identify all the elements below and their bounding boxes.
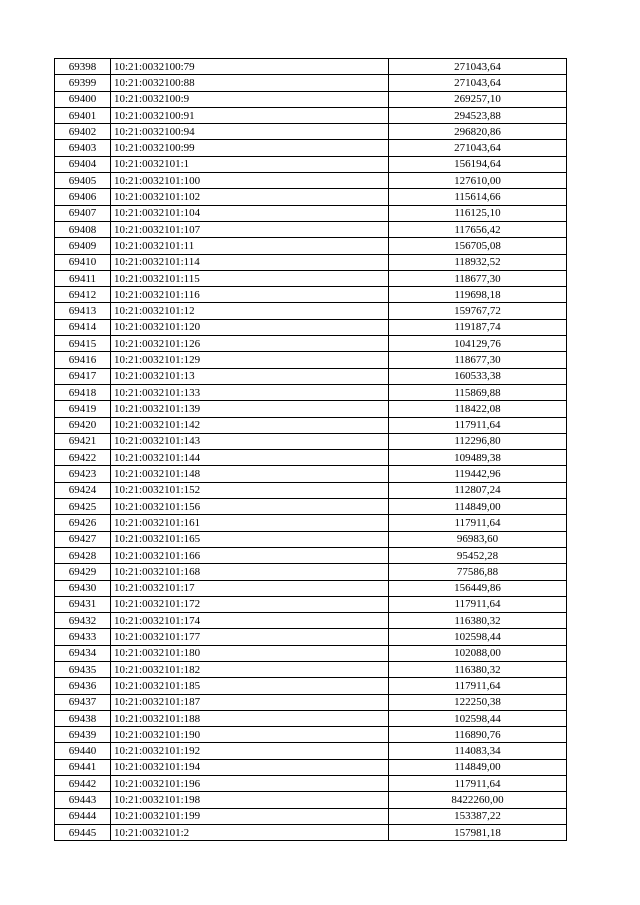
row-number-cell: 69438	[55, 710, 111, 726]
cadastral-number-cell: 10:21:0032101:102	[111, 189, 389, 205]
cadastral-number-cell: 10:21:0032101:196	[111, 776, 389, 792]
value-cell: 8422260,00	[389, 792, 567, 808]
cadastral-number-cell: 10:21:0032101:142	[111, 417, 389, 433]
value-cell: 96983,60	[389, 531, 567, 547]
value-cell: 116380,32	[389, 613, 567, 629]
row-number-cell: 69424	[55, 482, 111, 498]
table-row	[55, 694, 567, 710]
value-cell: 114849,00	[389, 499, 567, 515]
row-number-cell: 69403	[55, 140, 111, 156]
value-cell: 118422,08	[389, 401, 567, 417]
cadastral-number-cell: 10:21:0032101:126	[111, 336, 389, 352]
table-row	[55, 824, 567, 840]
value-cell: 269257,10	[389, 91, 567, 107]
cadastral-number-cell: 10:21:0032100:91	[111, 107, 389, 123]
table-row	[55, 238, 567, 254]
row-number-cell: 69437	[55, 694, 111, 710]
value-cell: 104129,76	[389, 336, 567, 352]
row-number-cell: 69400	[55, 91, 111, 107]
value-cell: 118677,30	[389, 352, 567, 368]
value-cell: 115614,66	[389, 189, 567, 205]
table-row	[55, 107, 567, 123]
table-row	[55, 450, 567, 466]
row-number-cell: 69410	[55, 254, 111, 270]
row-number-cell: 69418	[55, 384, 111, 400]
row-number-cell: 69428	[55, 547, 111, 563]
row-number-cell: 69439	[55, 727, 111, 743]
row-number-cell: 69434	[55, 645, 111, 661]
cadastral-number-cell: 10:21:0032101:116	[111, 287, 389, 303]
cadastral-number-cell: 10:21:0032100:99	[111, 140, 389, 156]
value-cell: 156449,86	[389, 580, 567, 596]
row-number-cell: 69405	[55, 173, 111, 189]
value-cell: 294523,88	[389, 107, 567, 123]
table-row	[55, 173, 567, 189]
value-cell: 102598,44	[389, 710, 567, 726]
table-row	[55, 319, 567, 335]
table-row	[55, 727, 567, 743]
value-cell: 160533,38	[389, 368, 567, 384]
row-number-cell: 69440	[55, 743, 111, 759]
cadastral-number-cell: 10:21:0032101:190	[111, 727, 389, 743]
cadastral-number-cell: 10:21:0032100:79	[111, 59, 389, 75]
table-row	[55, 384, 567, 400]
table-row	[55, 515, 567, 531]
cadastral-number-cell: 10:21:0032100:94	[111, 124, 389, 140]
cadastral-number-cell: 10:21:0032101:172	[111, 596, 389, 612]
cadastral-number-cell: 10:21:0032100:9	[111, 91, 389, 107]
value-cell: 117911,64	[389, 776, 567, 792]
row-number-cell: 69426	[55, 515, 111, 531]
row-number-cell: 69416	[55, 352, 111, 368]
value-cell: 156705,08	[389, 238, 567, 254]
table-row	[55, 613, 567, 629]
row-number-cell: 69412	[55, 287, 111, 303]
table-row	[55, 205, 567, 221]
table-row	[55, 221, 567, 237]
table-row	[55, 743, 567, 759]
row-number-cell: 69431	[55, 596, 111, 612]
value-cell: 117911,64	[389, 678, 567, 694]
cadastral-number-cell: 10:21:0032100:88	[111, 75, 389, 91]
table-row	[55, 661, 567, 677]
table-row	[55, 808, 567, 824]
cadastral-value-table	[54, 58, 567, 841]
value-cell: 157981,18	[389, 824, 567, 840]
value-cell: 117656,42	[389, 221, 567, 237]
table-row	[55, 596, 567, 612]
table-row	[55, 792, 567, 808]
row-number-cell: 69408	[55, 221, 111, 237]
value-cell: 95452,28	[389, 547, 567, 563]
cadastral-number-cell: 10:21:0032101:168	[111, 564, 389, 580]
value-cell: 159767,72	[389, 303, 567, 319]
value-cell: 117911,64	[389, 417, 567, 433]
table-row	[55, 270, 567, 286]
cadastral-number-cell: 10:21:0032101:192	[111, 743, 389, 759]
row-number-cell: 69423	[55, 466, 111, 482]
value-cell: 112296,80	[389, 433, 567, 449]
row-number-cell: 69399	[55, 75, 111, 91]
row-number-cell: 69442	[55, 776, 111, 792]
cadastral-number-cell: 10:21:0032101:144	[111, 450, 389, 466]
table-row	[55, 352, 567, 368]
row-number-cell: 69432	[55, 613, 111, 629]
row-number-cell: 69407	[55, 205, 111, 221]
value-cell: 127610,00	[389, 173, 567, 189]
table-row	[55, 499, 567, 515]
value-cell: 119442,96	[389, 466, 567, 482]
cadastral-number-cell: 10:21:0032101:12	[111, 303, 389, 319]
value-cell: 153387,22	[389, 808, 567, 824]
cadastral-number-cell: 10:21:0032101:187	[111, 694, 389, 710]
cadastral-number-cell: 10:21:0032101:100	[111, 173, 389, 189]
table-row	[55, 254, 567, 270]
cadastral-number-cell: 10:21:0032101:177	[111, 629, 389, 645]
table-row	[55, 645, 567, 661]
cadastral-number-cell: 10:21:0032101:120	[111, 319, 389, 335]
table-row	[55, 417, 567, 433]
value-cell: 118677,30	[389, 270, 567, 286]
value-cell: 271043,64	[389, 140, 567, 156]
row-number-cell: 69433	[55, 629, 111, 645]
table-row	[55, 482, 567, 498]
row-number-cell: 69425	[55, 499, 111, 515]
cadastral-number-cell: 10:21:0032101:198	[111, 792, 389, 808]
value-cell: 271043,64	[389, 59, 567, 75]
cadastral-number-cell: 10:21:0032101:174	[111, 613, 389, 629]
row-number-cell: 69406	[55, 189, 111, 205]
value-cell: 109489,38	[389, 450, 567, 466]
cadastral-number-cell: 10:21:0032101:1	[111, 156, 389, 172]
value-cell: 117911,64	[389, 596, 567, 612]
cadastral-number-cell: 10:21:0032101:161	[111, 515, 389, 531]
value-cell: 296820,86	[389, 124, 567, 140]
table-row	[55, 303, 567, 319]
table-row	[55, 156, 567, 172]
value-cell: 114083,34	[389, 743, 567, 759]
value-cell: 271043,64	[389, 75, 567, 91]
cadastral-number-cell: 10:21:0032101:139	[111, 401, 389, 417]
cadastral-number-cell: 10:21:0032101:114	[111, 254, 389, 270]
value-cell: 118932,52	[389, 254, 567, 270]
table-row	[55, 287, 567, 303]
value-cell: 122250,38	[389, 694, 567, 710]
table-row	[55, 710, 567, 726]
table-row	[55, 189, 567, 205]
value-cell: 102598,44	[389, 629, 567, 645]
table-row	[55, 336, 567, 352]
cadastral-number-cell: 10:21:0032101:17	[111, 580, 389, 596]
table-row	[55, 580, 567, 596]
table-row	[55, 531, 567, 547]
row-number-cell: 69444	[55, 808, 111, 824]
row-number-cell: 69411	[55, 270, 111, 286]
cadastral-number-cell: 10:21:0032101:188	[111, 710, 389, 726]
table-row	[55, 75, 567, 91]
cadastral-number-cell: 10:21:0032101:156	[111, 499, 389, 515]
cadastral-number-cell: 10:21:0032101:129	[111, 352, 389, 368]
row-number-cell: 69414	[55, 319, 111, 335]
table-row	[55, 124, 567, 140]
cadastral-number-cell: 10:21:0032101:115	[111, 270, 389, 286]
cadastral-number-cell: 10:21:0032101:185	[111, 678, 389, 694]
cadastral-number-cell: 10:21:0032101:165	[111, 531, 389, 547]
value-cell: 77586,88	[389, 564, 567, 580]
row-number-cell: 69402	[55, 124, 111, 140]
value-cell: 156194,64	[389, 156, 567, 172]
row-number-cell: 69409	[55, 238, 111, 254]
value-cell: 117911,64	[389, 515, 567, 531]
row-number-cell: 69401	[55, 107, 111, 123]
cadastral-number-cell: 10:21:0032101:133	[111, 384, 389, 400]
table-row	[55, 140, 567, 156]
cadastral-number-cell: 10:21:0032101:107	[111, 221, 389, 237]
row-number-cell: 69429	[55, 564, 111, 580]
table-row	[55, 91, 567, 107]
row-number-cell: 69441	[55, 759, 111, 775]
row-number-cell: 69420	[55, 417, 111, 433]
row-number-cell: 69404	[55, 156, 111, 172]
row-number-cell: 69427	[55, 531, 111, 547]
value-cell: 116125,10	[389, 205, 567, 221]
cadastral-number-cell: 10:21:0032101:11	[111, 238, 389, 254]
row-number-cell: 69417	[55, 368, 111, 384]
cadastral-number-cell: 10:21:0032101:199	[111, 808, 389, 824]
row-number-cell: 69443	[55, 792, 111, 808]
cadastral-number-cell: 10:21:0032101:194	[111, 759, 389, 775]
row-number-cell: 69436	[55, 678, 111, 694]
table-row	[55, 678, 567, 694]
table-row	[55, 629, 567, 645]
table-row	[55, 59, 567, 75]
table-row	[55, 776, 567, 792]
table-body	[55, 59, 567, 841]
table-row	[55, 564, 567, 580]
row-number-cell: 69422	[55, 450, 111, 466]
table-row	[55, 401, 567, 417]
value-cell: 119187,74	[389, 319, 567, 335]
row-number-cell: 69421	[55, 433, 111, 449]
value-cell: 102088,00	[389, 645, 567, 661]
cadastral-number-cell: 10:21:0032101:104	[111, 205, 389, 221]
cadastral-number-cell: 10:21:0032101:13	[111, 368, 389, 384]
value-cell: 119698,18	[389, 287, 567, 303]
row-number-cell: 69445	[55, 824, 111, 840]
row-number-cell: 69415	[55, 336, 111, 352]
table-row	[55, 466, 567, 482]
row-number-cell: 69435	[55, 661, 111, 677]
cadastral-number-cell: 10:21:0032101:180	[111, 645, 389, 661]
row-number-cell: 69398	[55, 59, 111, 75]
row-number-cell: 69413	[55, 303, 111, 319]
table-row	[55, 547, 567, 563]
cadastral-number-cell: 10:21:0032101:166	[111, 547, 389, 563]
row-number-cell: 69419	[55, 401, 111, 417]
value-cell: 112807,24	[389, 482, 567, 498]
cadastral-number-cell: 10:21:0032101:152	[111, 482, 389, 498]
cadastral-number-cell: 10:21:0032101:2	[111, 824, 389, 840]
table-row	[55, 368, 567, 384]
value-cell: 114849,00	[389, 759, 567, 775]
table-row	[55, 759, 567, 775]
cadastral-number-cell: 10:21:0032101:182	[111, 661, 389, 677]
table-row	[55, 433, 567, 449]
value-cell: 115869,88	[389, 384, 567, 400]
value-cell: 116380,32	[389, 661, 567, 677]
cadastral-number-cell: 10:21:0032101:148	[111, 466, 389, 482]
row-number-cell: 69430	[55, 580, 111, 596]
value-cell: 116890,76	[389, 727, 567, 743]
cadastral-number-cell: 10:21:0032101:143	[111, 433, 389, 449]
